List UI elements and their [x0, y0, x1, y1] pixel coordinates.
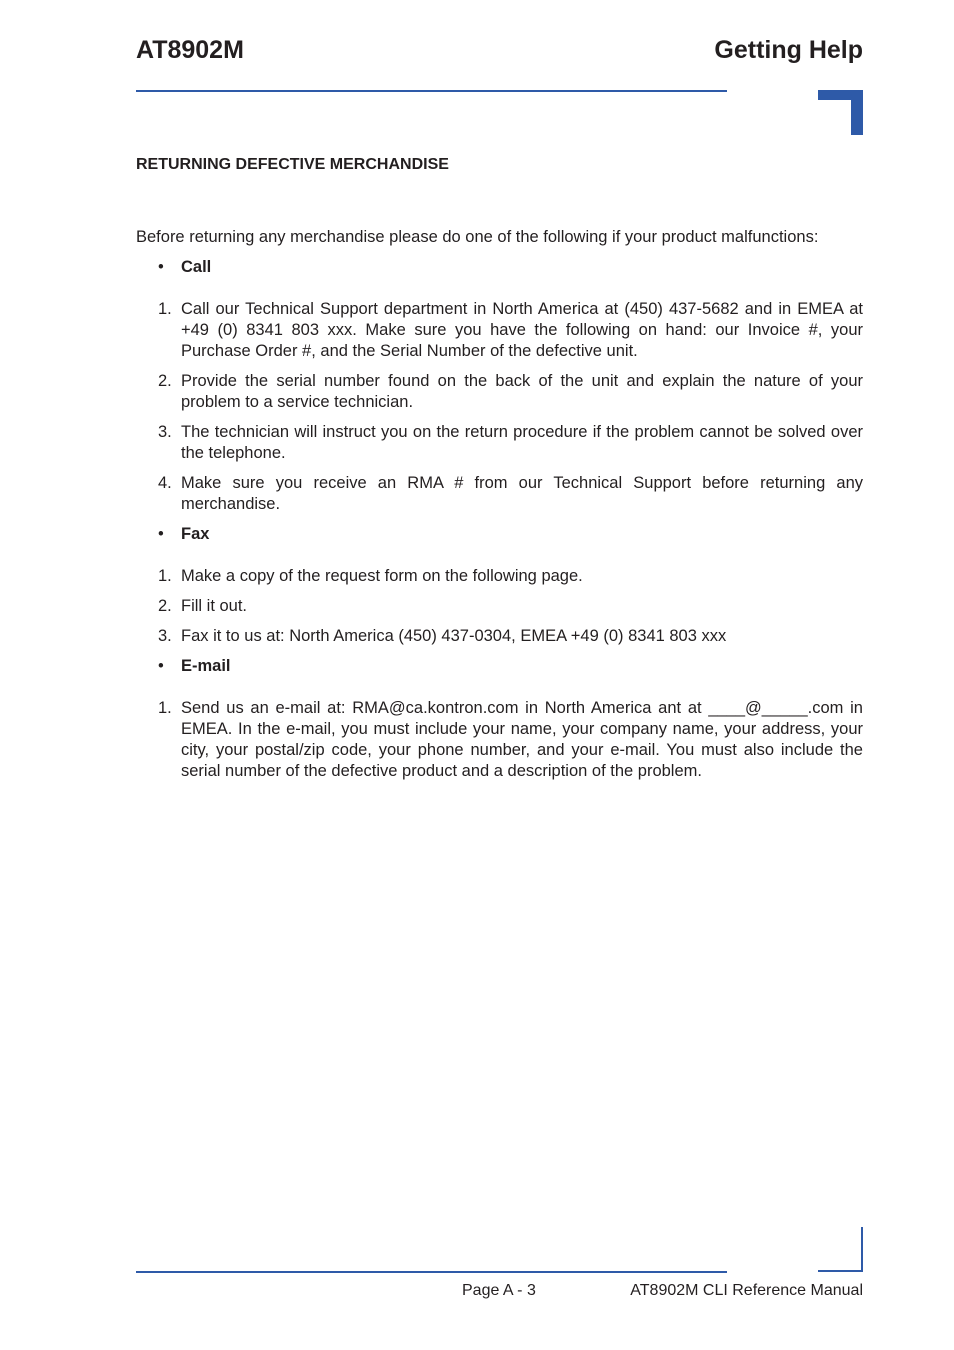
bullet-call: [136, 257, 863, 278]
list-item-text: Make a copy of the request form on the following page.: [181, 567, 583, 585]
list-number: 4.: [158, 474, 172, 492]
list-number: 1.: [158, 567, 172, 585]
list-item-text: Call our Technical Support department in North America at (450) 437-5682 and in EMEA at +49 (0) 8341 803 xxx. Make sure you have the following on hand: our Invoice #, your Purchase Order #, and the Serial Number of the defective unit.: [181, 300, 863, 360]
section-title: RETURNING DEFECTIVE MERCHANDISE: [136, 156, 449, 173]
header-rule: [136, 90, 727, 92]
bullet-dot: •: [158, 258, 164, 276]
list-item: [136, 371, 863, 413]
list-number: 2.: [158, 597, 172, 615]
list-number: 3.: [158, 627, 172, 645]
list-item: [136, 473, 863, 515]
corner-mark-bottom: [818, 1270, 863, 1272]
corner-mark-top-vertical: [851, 90, 863, 135]
list-item: [136, 422, 863, 464]
list-item-text: Fax it to us at: North America (450) 437-0304, EMEA +49 (0) 8341 803 xxx: [181, 627, 727, 645]
bullet-email: [136, 656, 863, 677]
main-content: [136, 154, 863, 791]
list-item: [136, 299, 863, 362]
footer-page-number: Page A - 3: [462, 1282, 536, 1299]
bullet-email-label: E-mail: [181, 657, 231, 675]
bullet-dot: •: [158, 657, 164, 675]
corner-mark-bottom-vertical: [861, 1227, 863, 1272]
bullet-fax-label: Fax: [181, 525, 210, 543]
list-number: 2.: [158, 372, 172, 390]
list-item: [136, 626, 863, 647]
list-item-text: The technician will instruct you on the return procedure if the problem cannot be solved over the telephone.: [181, 423, 863, 462]
header-chapter-title: Getting Help: [714, 36, 863, 64]
list-item-text: Provide the serial number found on the back of the unit and explain the nature of your problem to a service technician.: [181, 372, 863, 411]
bullet-fax: [136, 524, 863, 545]
list-item: [136, 698, 863, 782]
list-item: [136, 566, 863, 587]
intro-paragraph: Before returning any merchandise please do one of the following if your product malfunctions:: [136, 228, 819, 246]
list-number: 1.: [158, 300, 172, 318]
footer-rule: [136, 1271, 727, 1273]
list-item: [136, 596, 863, 617]
list-item-text: Send us an e-mail at: RMA@ca.kontron.com in North America ant at ____@_____.com in EMEA. In the e-mail, you must include your name, your company name, your address, your city, your postal/zip code, your phone number, and your e-mail. You must also include the serial number of the defective product and a description of the problem.: [181, 699, 863, 780]
footer-manual-title: AT8902M CLI Reference Manual: [630, 1282, 863, 1299]
list-item-text: Make sure you receive an RMA # from our Technical Support before returning any merchandise.: [181, 474, 863, 513]
list-number: 3.: [158, 423, 172, 441]
bullet-dot: •: [158, 525, 164, 543]
bullet-call-label: Call: [181, 258, 212, 276]
list-item-text: Fill it out.: [181, 597, 248, 615]
list-number: 1.: [158, 699, 172, 717]
header-product-name: AT8902M: [136, 36, 244, 64]
